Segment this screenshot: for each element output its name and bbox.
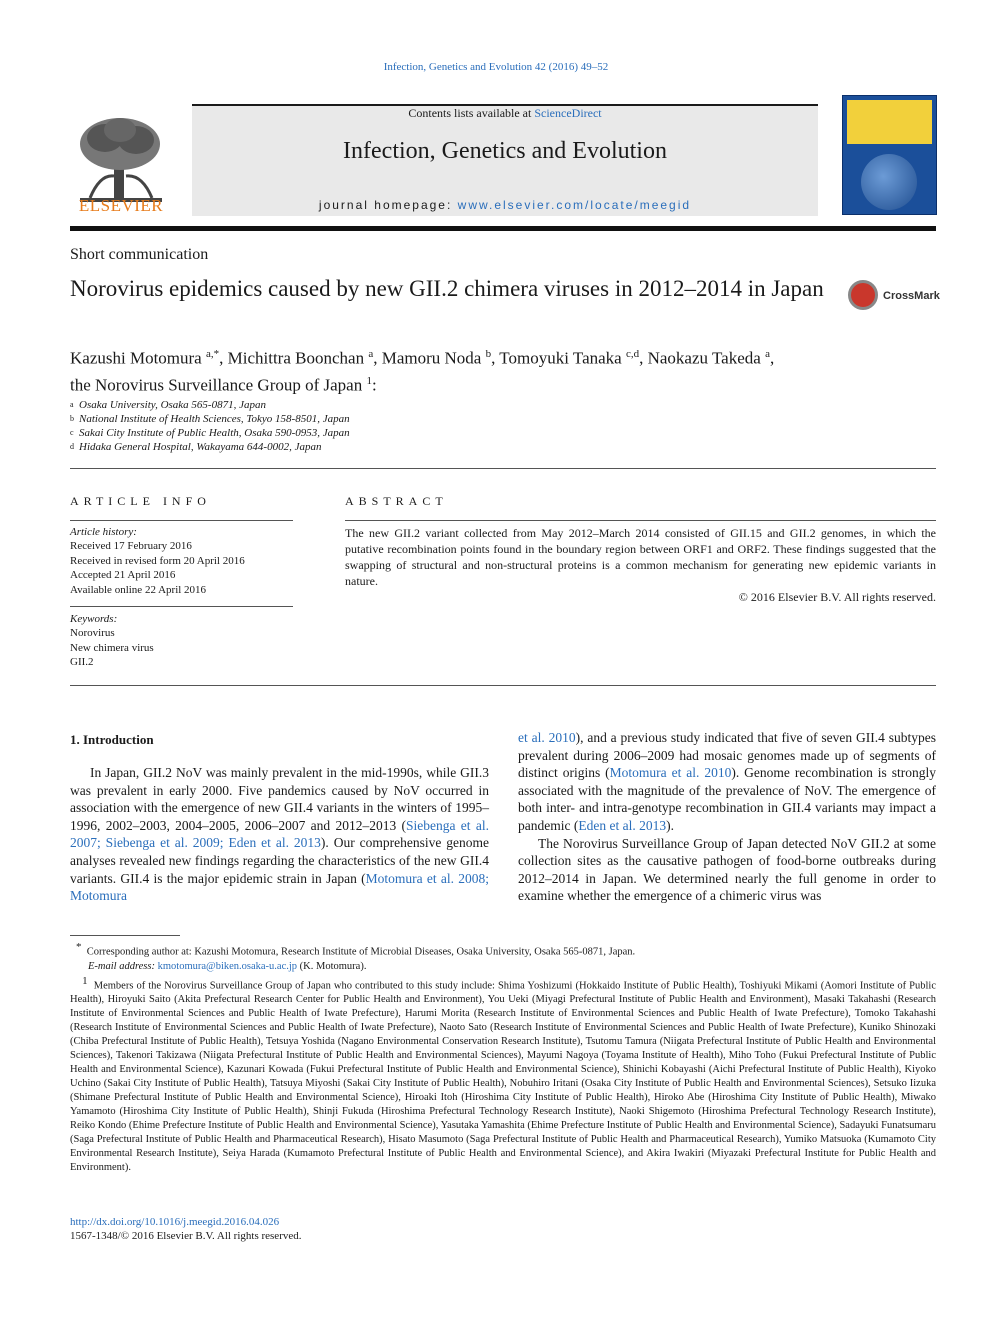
author-name[interactable]: Mamoru Noda bbox=[381, 348, 482, 368]
author-affil-mark: 1 bbox=[366, 374, 372, 387]
divider bbox=[70, 606, 293, 607]
corresponding-author-note bbox=[70, 940, 936, 960]
keyword: New chimera virus bbox=[70, 641, 154, 654]
affiliation bbox=[70, 398, 350, 412]
keyword: Norovirus bbox=[70, 627, 115, 640]
homepage-prefix: journal homepage: bbox=[318, 198, 458, 212]
affiliation-text: Osaka University, Osaka 565-0871, Japan bbox=[79, 399, 266, 411]
divider bbox=[345, 520, 936, 521]
author-affil-mark: c,d bbox=[625, 348, 640, 360]
footnotes bbox=[70, 940, 936, 1175]
author-name[interactable]: the Norovirus Surveillance Group of Japan bbox=[70, 375, 363, 395]
author-name[interactable]: Kazushi Motomura bbox=[70, 348, 202, 368]
body-column-left bbox=[70, 764, 489, 905]
divider bbox=[70, 468, 936, 469]
journal-homepage bbox=[192, 198, 818, 212]
issn-line: 1567-1348/© 2016 Elsevier B.V. All rights reserved. bbox=[70, 1230, 302, 1242]
author-name[interactable]: Naokazu Takeda bbox=[647, 348, 761, 368]
paragraph: The Norovirus Surveillance Group of Japan detected NoV GII.2 at some collection sites as the causative pathogen of food-borne outbreaks during 2012–2014 in Japan. We determined nearly the full genome in order to examine whether the emergence of a chimeric virus was bbox=[518, 835, 936, 904]
author-affil-mark: a,* bbox=[205, 348, 220, 360]
history-accepted: Accepted 21 April 2016 bbox=[70, 569, 176, 582]
sciencedirect-link[interactable]: ScienceDirect bbox=[534, 106, 602, 120]
contents-line bbox=[192, 106, 818, 121]
paragraph bbox=[70, 764, 489, 905]
affiliation-list bbox=[70, 398, 350, 454]
history-revised: Received in revised form 20 April 2016 bbox=[70, 554, 245, 567]
affiliation-text: Sakai City Institute of Public Health, Osaka 590-0953, Japan bbox=[79, 427, 350, 439]
paragraph-text: In Japan, GII.2 NoV was mainly prevalent in the mid-1990s, while GII.3 was prevalent in early 2000. Five pandemics caused by NoV occurred in association with the emergence of new GII.4 variants in the winters of 1995–1996, 2002–2003, 2004–2005, 2006–2007 and 2012–2013 ( bbox=[70, 765, 489, 833]
elsevier-wordmark: ELSEVIER bbox=[78, 196, 164, 215]
footnote-text: Members of the Norovirus Surveillance Group of Japan who contributed to this study include: Shima Yoshizumi (Hokkaido Institute of Public Health), Toshiyuki Mikami (Aomori Institute of Public Health), Hiroyuki Saito (Akita Prefectural Research Center for Public Health and Environment), You Ueki (Miyagi Prefectural Institute of Public Health and Environment), Masaki Takahashi (Research Institute of Environmental Sciences and Public Health of Iwate Prefecture), Harumi Morita (Research Institute of Environmental Sciences and Public Health of Iwate Prefecture), Tomoko Takahashi (Research Institute of Environmental Sciences and Public Health of Iwate Prefecture), Naoto Sato (Research Institute of Environmental Sciences and Public Health of Iwate Prefecture), Kuniko Shinozaki (Chiba Prefectural Institute of Public Health), Tetsuya Yoshida (Nagano Environmental Conservation Research Institute), Tsutomu Tamura (Niigata Prefectural Institute of Public Health and Environmental Sciences), Takenori Takizawa (Niigata Prefectural Institute of Public Health and Environmental Sciences), Mayumi Nagoya (Toyama Institute of Health), Miho Toho (Fukui Prefectural Institute of Public Health and Environmental Science), Kazunari Kowada (Fukui Prefectural Institute of Public Health and Environmental Science), Shinichi Kobayashi (Aichi Prefectural Institute of Public Health), Kiyoko Uchino (Sakai City Institute of Public Health), Tatsuya Miyoshi (Sakai City Institute of Public Health), Nobuhiro Iritani (Osaka City Institute of Public Health and Environmental Sciences), Setsuko Iizuka (Shimane Prefectural Institute of Public Health and Environmental Science), Hiroaki Itoh (Hiroshima City Institute of Public Health), Hiroko Abe (Hiroshima City Institute of Public Health), Miwako Yamamoto (Hiroshima City Institute of Public Health), Shinji Fukuda (Hiroshima Prefectural Technology Research Institute), Naoki Shigemoto (Hiroshima Prefectural Technology Research Institute), Reiko Kondo (Ehime Prefecture Institute of Public Health and Environmental Science), Yasutaka Yamashita (Ehime Prefecture Institute of Public Health and Environmental Science), Sadayuki Funatsumaru (Saga Prefectural Institute of Public Health and Pharmaceutical Research), Hisato Masumoto (Saga Prefectural Institute of Public Health and Pharmaceutical Research), Yumiko Matsuoka (Kumamoto City Environmental Research Institute), Seiya Harada (Kumamoto Prefectural Institute of Public Health and Environmental Science), and Akira Iwakiri (Miyazaki Prefectural Institute for Public Health and Environment). bbox=[70, 980, 937, 1173]
reference-link[interactable]: et al. 2010 bbox=[518, 730, 576, 745]
keywords-label: Keywords: bbox=[70, 613, 118, 625]
paragraph-text: ), and a previous study indicated that five of seven GII.4 subtypes prevalent during 2006–2009 had mosaic genomes made up of segments of distinct origins ( bbox=[518, 730, 936, 781]
cover-band bbox=[847, 100, 932, 144]
keyword: GII.2 bbox=[70, 656, 94, 669]
affiliation-mark: d bbox=[70, 442, 74, 451]
author-affil-mark: b bbox=[485, 348, 492, 360]
abstract-copyright: © 2016 Elsevier B.V. All rights reserved. bbox=[738, 590, 936, 604]
journal-citation[interactable]: Infection, Genetics and Evolution 42 (2016) 49–52 bbox=[383, 61, 609, 73]
paragraph-text: ). Genome recombination is strongly associated with the magnitude of the prevalence of NoV. The emergence of both inter- and intra-genotype recombination in GII.4 variants may impact a pandemic ( bbox=[518, 765, 936, 833]
homepage-link[interactable]: www.elsevier.com/locate/meegid bbox=[457, 198, 692, 212]
author-name[interactable]: Tomoyuki Tanaka bbox=[499, 348, 622, 368]
email-note bbox=[70, 960, 936, 974]
cover-globe-icon bbox=[861, 154, 917, 210]
history-label: Article history: bbox=[70, 526, 137, 538]
header-rule bbox=[70, 226, 936, 231]
doi-link[interactable]: http://dx.doi.org/10.1016/j.meegid.2016.04.026 bbox=[70, 1216, 280, 1228]
email-link[interactable]: kmotomura@biken.osaka-u.ac.jp bbox=[157, 960, 298, 972]
affiliation-text: Hidaka General Hospital, Wakayama 644-0002, Japan bbox=[79, 441, 322, 453]
article-title: Norovirus epidemics caused by new GII.2 chimera viruses in 2012–2014 in Japan bbox=[70, 276, 824, 301]
paragraph-text: ). Our comprehensive genome analyses revealed new findings regarding the characteristics of the new GII.4 variants. GII.4 is the major epidemic strain in Japan ( bbox=[70, 835, 489, 886]
author-affil-mark: a bbox=[765, 348, 770, 360]
reference-link[interactable]: Siebenga et al. 2007; Siebenga et al. 2009; Eden et al. 2013 bbox=[70, 817, 489, 851]
affiliation bbox=[70, 440, 350, 454]
crossmark-icon[interactable] bbox=[848, 280, 878, 310]
reference-link[interactable]: Motomura et al. 2008; Motomura bbox=[70, 870, 490, 904]
article-history bbox=[70, 525, 245, 597]
doi-block bbox=[70, 1215, 302, 1243]
contents-prefix: Contents lists available at bbox=[408, 106, 535, 120]
footnote-mark: * bbox=[76, 941, 82, 953]
affiliation-mark: a bbox=[70, 400, 74, 409]
author-affil-mark: a bbox=[368, 348, 374, 360]
author-list: Kazushi Motomura $^{a,*}$, Michittra Boonchan $^a$, Mamoru Noda $^b$, Tomoyuki Tanaka $^{c,d}$, Naokazu Takeda $^a$, the Norovirus Surveillance Group of Japan $^1$: bbox=[70, 348, 775, 395]
reference-link[interactable]: Motomura et al. 2010 bbox=[609, 765, 732, 781]
section-heading: 1. Introduction bbox=[70, 732, 154, 747]
article-type: Short communication bbox=[70, 246, 209, 263]
affiliation-text: National Institute of Health Sciences, Tokyo 158-8501, Japan bbox=[79, 413, 350, 425]
reference-link[interactable]: Eden et al. 2013 bbox=[578, 817, 667, 833]
journal-cover-thumbnail[interactable] bbox=[842, 95, 937, 215]
affiliation bbox=[70, 412, 350, 426]
author-name[interactable]: Michittra Boonchan bbox=[227, 348, 365, 368]
divider bbox=[70, 685, 936, 686]
crossmark-label[interactable]: CrossMark bbox=[883, 290, 940, 302]
affiliation bbox=[70, 426, 350, 440]
paragraph-text: ). bbox=[666, 817, 674, 833]
footnote-mark: 1 bbox=[82, 974, 88, 987]
abstract-text: The new GII.2 variant collected from May 2012–March 2014 consisted of GII.15 and GII.2 genomes, in which the putative recombination points found in the boundary region between ORF1 and ORF2. These findings suggested that the swapping of structural and non-structural proteins is a common mechanism for generating new epidemic variants in nature. bbox=[345, 526, 936, 588]
email-suffix: (K. Motomura). bbox=[299, 960, 367, 972]
footnote-divider bbox=[70, 935, 180, 936]
article-info-heading: ARTICLE INFO bbox=[70, 494, 211, 508]
keywords-block bbox=[70, 612, 154, 670]
email-label: E-mail address: bbox=[88, 960, 155, 972]
abstract-heading: ABSTRACT bbox=[345, 494, 448, 508]
affiliation-mark: c bbox=[70, 428, 74, 437]
paragraph bbox=[518, 729, 936, 835]
body-column-right bbox=[518, 729, 936, 905]
history-received: Received 17 February 2016 bbox=[70, 540, 192, 553]
history-online: Available online 22 April 2016 bbox=[70, 583, 207, 596]
divider bbox=[70, 520, 293, 521]
footnote-text: Corresponding author at: Kazushi Motomura, Research Institute of Microbial Diseases, Osaka University, Osaka 565-0871, Japan. bbox=[86, 946, 636, 958]
member-footnote bbox=[70, 974, 936, 1176]
journal-title: Infection, Genetics and Evolution bbox=[343, 138, 667, 164]
affiliation-mark: b bbox=[70, 414, 74, 423]
